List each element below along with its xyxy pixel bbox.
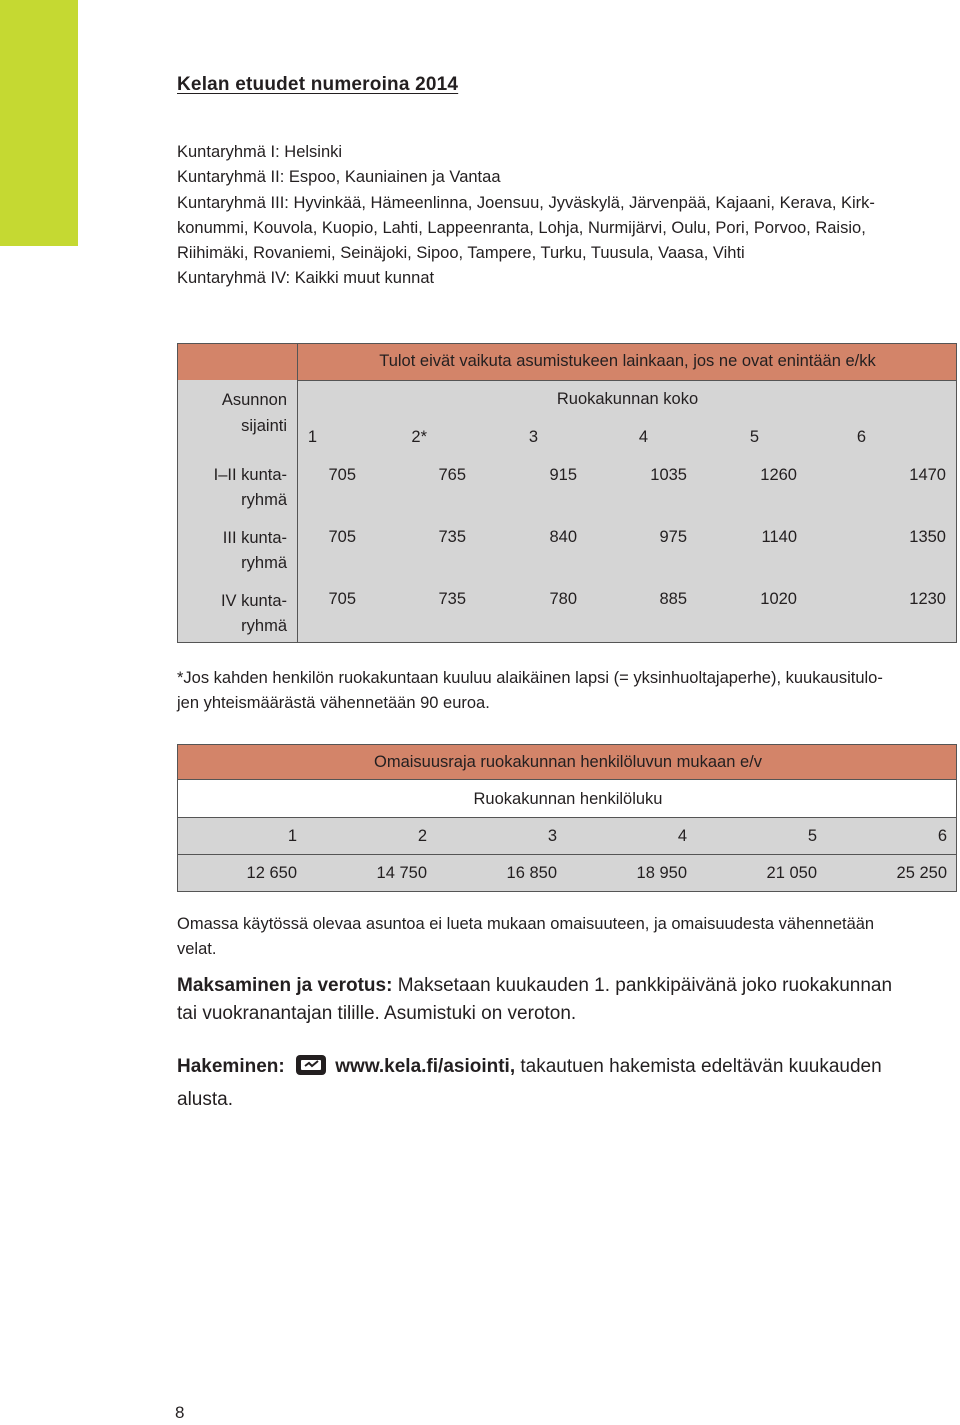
page-title: Kelan etuudet numeroina 2014 <box>177 74 459 95</box>
limit-row <box>177 855 957 892</box>
count-cell: 1 <box>287 827 297 845</box>
value-cell: 705 <box>328 528 356 546</box>
size-cell: 4 <box>638 428 648 446</box>
group-line: Kuntaryhmä II: Espoo, Kauniainen ja Vantaa <box>177 168 501 187</box>
group-line: konummi, Kouvola, Kuopio, Lahti, Lappeenranta, Lohja, Nurmijärvi, Oulu, Pori, Porvoo, Raisio, <box>177 218 866 237</box>
row-label: III kunta- <box>222 529 287 547</box>
table-row <box>298 528 957 550</box>
footnote <box>177 666 952 717</box>
footnote-line: *Jos kahden henkilön ruokakuntaan kuuluu alaikäinen lapsi (= yksinhuoltajaperhe), kuukausitulo- <box>177 669 883 687</box>
size-cell: 1 <box>307 428 317 446</box>
row-label: IV kunta- <box>220 592 287 610</box>
value-cell: 1470 <box>909 466 946 484</box>
value-cell: 735 <box>438 590 466 608</box>
note-line: Omassa käytössä olevaa asuntoa ei lueta mukaan omaisuuteen, ja omaisuudesta vähennetään <box>177 915 875 933</box>
table2-subheader <box>177 780 957 818</box>
table1-header-text: Tulot eivät vaikuta asumistukeen lainkaan, jos ne ovat enintään e/kk <box>379 352 876 370</box>
table-row <box>298 590 957 612</box>
payment-text: Maksetaan kuukauden 1. pankkipäivänä joko ruokakunnan <box>392 975 893 996</box>
location-header-line: sijainti <box>241 417 287 435</box>
value-cell: 975 <box>659 528 687 546</box>
size-cell: 6 <box>856 428 866 446</box>
value-cell: 1035 <box>650 466 687 484</box>
table2-header-text: Omaisuusraja ruokakunnan henkilöluvun mukaan e/v <box>374 753 762 771</box>
value-cell: 705 <box>328 466 356 484</box>
row-label: ryhmä <box>241 491 287 509</box>
value-cell: 1020 <box>760 590 797 608</box>
size-cell: 5 <box>749 428 759 446</box>
size-cell: 3 <box>528 428 538 446</box>
value-cell: 705 <box>328 590 356 608</box>
apply-text: alusta. <box>177 1089 233 1110</box>
value-cell: 840 <box>549 528 577 546</box>
group-line: Kuntaryhmä I: Helsinki <box>177 143 343 161</box>
asset-limit-table <box>177 744 957 892</box>
online-service-link[interactable]: www.kela.fi/asiointi, <box>335 1056 516 1077</box>
count-cell: 4 <box>677 827 687 845</box>
payment-label: Maksaminen ja verotus: <box>177 975 393 996</box>
side-tab <box>0 0 78 246</box>
row-label: ryhmä <box>241 617 287 635</box>
limit-cell: 21 050 <box>766 864 817 882</box>
online-service-icon <box>294 1053 328 1086</box>
limit-cell: 14 750 <box>376 864 427 882</box>
group-line: Kuntaryhmä III: Hyvinkää, Hämeenlinna, Joensuu, Jyväskylä, Järvenpää, Kajaani, Kerava, Kirk- <box>177 193 875 212</box>
table2-header <box>177 744 957 780</box>
payment-section <box>177 972 960 1027</box>
row-label: ryhmä <box>241 554 287 572</box>
limit-cell: 18 950 <box>636 864 687 882</box>
count-cell: 6 <box>937 827 947 845</box>
note-line: velat. <box>177 940 217 959</box>
apply-text: takautuen hakemista edeltävän kuukauden <box>515 1056 882 1077</box>
location-header-line: Asunnon <box>221 391 287 409</box>
value-cell: 735 <box>438 528 466 546</box>
count-cell: 5 <box>807 827 817 845</box>
value-cell: 1230 <box>909 590 946 608</box>
value-cell: 915 <box>549 466 577 484</box>
table-row <box>298 466 957 488</box>
income-limit-table <box>177 343 957 643</box>
table1-body <box>298 381 957 643</box>
group-line: Riihimäki, Rovaniemi, Seinäjoki, Sipoo, Tampere, Turku, Tuusula, Vaasa, Vihti <box>177 244 745 263</box>
size-header-row <box>298 428 957 450</box>
value-cell: 1260 <box>760 466 797 484</box>
count-row <box>177 818 957 855</box>
group-line: Kuntaryhmä IV: Kaikki muut kunnat <box>177 269 435 288</box>
count-cell: 2 <box>417 827 427 845</box>
assets-note <box>177 912 952 963</box>
limit-cell: 16 850 <box>506 864 557 882</box>
value-cell: 1140 <box>761 528 797 546</box>
location-column <box>177 343 298 643</box>
footnote-line: jen yhteismäärästä vähennetään 90 euroa. <box>177 694 490 713</box>
apply-label: Hakeminen: <box>177 1056 285 1077</box>
limit-cell: 12 650 <box>246 864 297 882</box>
person-count-label: Ruokakunnan henkilöluku <box>473 790 663 808</box>
size-cell: 2* <box>411 428 427 446</box>
row-label: I–II kunta- <box>213 466 287 484</box>
page-number: 8 <box>175 1403 185 1422</box>
table1-header <box>298 343 957 381</box>
limit-cell: 25 250 <box>896 864 947 882</box>
payment-text: tai vuokranantajan tilille. Asumistuki on veroton. <box>177 1002 577 1024</box>
municipality-groups <box>177 140 947 292</box>
value-cell: 765 <box>438 466 466 484</box>
application-section <box>177 1053 960 1114</box>
household-size-label: Ruokakunnan koko <box>556 390 699 408</box>
value-cell: 885 <box>659 590 687 608</box>
value-cell: 1350 <box>909 528 946 546</box>
count-cell: 3 <box>547 827 557 845</box>
value-cell: 780 <box>549 590 577 608</box>
